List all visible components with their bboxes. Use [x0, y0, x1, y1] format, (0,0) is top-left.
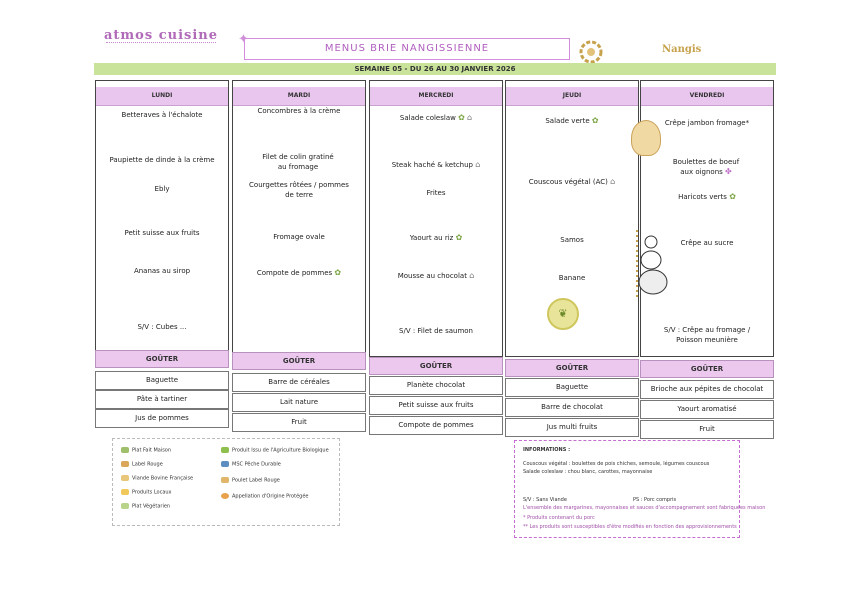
homemade-icon: ⌂ [469, 271, 475, 280]
menu-dish: Ebly [154, 185, 170, 193]
dish-label: Haricots verts [678, 193, 727, 201]
brand-logo: atmos cuisine [104, 28, 218, 43]
info-line: Salade coleslaw : chou blanc, carottes, mayonnaise [523, 469, 653, 475]
legend-item: Appellation d'Origine Protégée [221, 493, 308, 500]
legend-item: Label Rouge [121, 461, 163, 468]
chef-mascot-illustration [633, 230, 673, 302]
menu-dish: Filet de colin gratiné au fromage [262, 153, 334, 171]
day-column-wednesday [369, 80, 503, 440]
menu-dish-sv: S/V : Crêpe au fromage / Poisson meunière [663, 326, 751, 344]
menu-dish: Courgettes rôtées / pommes de terre [249, 181, 349, 199]
legend-item: Viande Bovine Française [121, 475, 193, 482]
menu-dish [234, 268, 364, 278]
legend-item: Produits Locaux [121, 489, 172, 496]
star-icon: ✦ [238, 32, 249, 47]
info-line: S/V : Sans Viande [523, 497, 567, 503]
day-frame [232, 80, 366, 357]
page-title: MENUS BRIE NANGISSIENNE [244, 38, 570, 60]
bio-icon: ✿ [729, 192, 736, 201]
day-column-tuesday [232, 80, 366, 440]
gouter-item: Pâte à tartiner [95, 390, 229, 409]
info-line: ** Les produits sont susceptibles d'être modifiés en fonction des approvisionnements [523, 524, 737, 530]
info-line: Couscous végétal : boulettes de pois chiches, semoule, légumes couscous [523, 461, 710, 467]
menu-dish: Ananas au sirop [133, 267, 191, 275]
day-header: MERCREDI [370, 87, 502, 106]
legend-item: Plat Végétarien [121, 503, 170, 510]
info-line: * Produits contenant du porc [523, 515, 595, 521]
gouter-header: GOÛTER [505, 359, 639, 377]
bio-icon: ✿ [455, 233, 463, 242]
info-line: L'ensemble des margarines, mayonnaises et sauces d'accompagnement sont fabriquées maison [523, 505, 766, 511]
menu-dish: Betteraves à l'échalote [121, 111, 203, 119]
menu-dish: Frites [426, 189, 446, 197]
homemade-icon: ⌂ [467, 113, 473, 122]
gouter-item: Fruit [232, 413, 366, 432]
info-line: PS : Porc compris [633, 497, 677, 503]
bio-icon: ✿ [458, 113, 465, 122]
day-header: MARDI [233, 87, 365, 106]
bio-icon: ✿ [591, 116, 599, 125]
gouter-item: Baguette [95, 371, 229, 390]
legend-box [112, 438, 340, 526]
gouter-item: Lait nature [232, 393, 366, 412]
dish-label: Compote de pommes [256, 269, 333, 277]
mascot-illustration [631, 120, 661, 156]
dish-label: Salade verte [545, 117, 590, 125]
menu-dish: Samos [560, 236, 584, 244]
day-column-thursday [505, 80, 639, 440]
day-frame [95, 80, 229, 357]
menu-dish: Concombres à la crème [257, 107, 341, 115]
town-logo: Nangis [662, 44, 702, 55]
dish-label: Steak haché & ketchup [391, 161, 473, 169]
gouter-header: GOÛTER [640, 360, 774, 378]
gouter-item: Baguette [505, 378, 639, 397]
gouter-item: Planète chocolat [369, 376, 503, 395]
gouter-item: Jus de pommes [95, 409, 229, 428]
legend-item: Produit Issu de l'Agriculture Biologique [221, 447, 329, 454]
gouter-item: Jus multi fruits [505, 418, 639, 437]
legend-item: Plat Fait Maison [121, 447, 171, 454]
label-rouge-icon: ✤ [725, 167, 732, 176]
dish-label: Mousse au chocolat [397, 272, 467, 280]
gouter-header: GOÛTER [369, 357, 503, 375]
bio-icon: ✿ [334, 268, 342, 277]
menu-dish [371, 233, 501, 243]
brand-underline [106, 42, 216, 46]
menu-dish [371, 271, 501, 281]
dish-label: Boulettes de boeuf aux oignons [672, 158, 740, 176]
menu-dish: Paupiette de dinde à la crème [109, 156, 215, 164]
day-header: VENDREDI [641, 87, 773, 106]
menu-dish [642, 192, 772, 202]
menu-dish: Banane [558, 274, 586, 282]
menu-dish-sv: S/V : Cubes ... [137, 323, 187, 331]
dish-label: Yaourt au riz [409, 234, 454, 242]
dish-label: Couscous végétal (AC) [528, 178, 608, 186]
legend-item: MSC Pêche Durable [221, 461, 281, 468]
dish-label: Salade coleslaw [399, 114, 456, 122]
ring-logo-icon [576, 38, 606, 66]
menu-dish [371, 160, 501, 170]
gouter-item: Fruit [640, 420, 774, 439]
gouter-header: GOÛTER [232, 352, 366, 370]
gouter-item: Petit suisse aux fruits [369, 396, 503, 415]
legend-item: Poulet Label Rouge [221, 477, 280, 484]
menu-dish: Crêpe jambon fromage* [664, 119, 750, 127]
gouter-item: Barre de céréales [232, 373, 366, 392]
homemade-icon: ⌂ [610, 177, 616, 186]
gouter-item: Yaourt aromatisé [640, 400, 774, 419]
day-header: LUNDI [96, 87, 228, 106]
day-column-monday [95, 80, 229, 440]
day-header: JEUDI [506, 87, 638, 106]
info-title: INFORMATIONS : [523, 447, 571, 453]
menu-dish [668, 157, 744, 177]
menu-dish: Fromage ovale [273, 233, 325, 241]
menu-dish [507, 177, 637, 187]
gouter-header: GOÛTER [95, 350, 229, 368]
gouter-item: Compote de pommes [369, 416, 503, 435]
homemade-icon: ⌂ [475, 160, 481, 169]
menu-dish: Petit suisse aux fruits [124, 229, 200, 237]
menu-dish-sv: S/V : Filet de saumon [399, 327, 473, 335]
week-banner: SEMAINE 05 - DU 26 AU 30 JANVIER 2026 [94, 63, 776, 75]
menu-dish: Crêpe au sucre [680, 239, 734, 247]
gouter-item: Barre de chocolat [505, 398, 639, 417]
bio-seal-icon: ❦ [547, 298, 579, 330]
menu-dish [507, 116, 637, 126]
menu-dish [371, 113, 501, 123]
gouter-item: Brioche aux pépites de chocolat [640, 380, 774, 399]
information-box [514, 440, 766, 538]
